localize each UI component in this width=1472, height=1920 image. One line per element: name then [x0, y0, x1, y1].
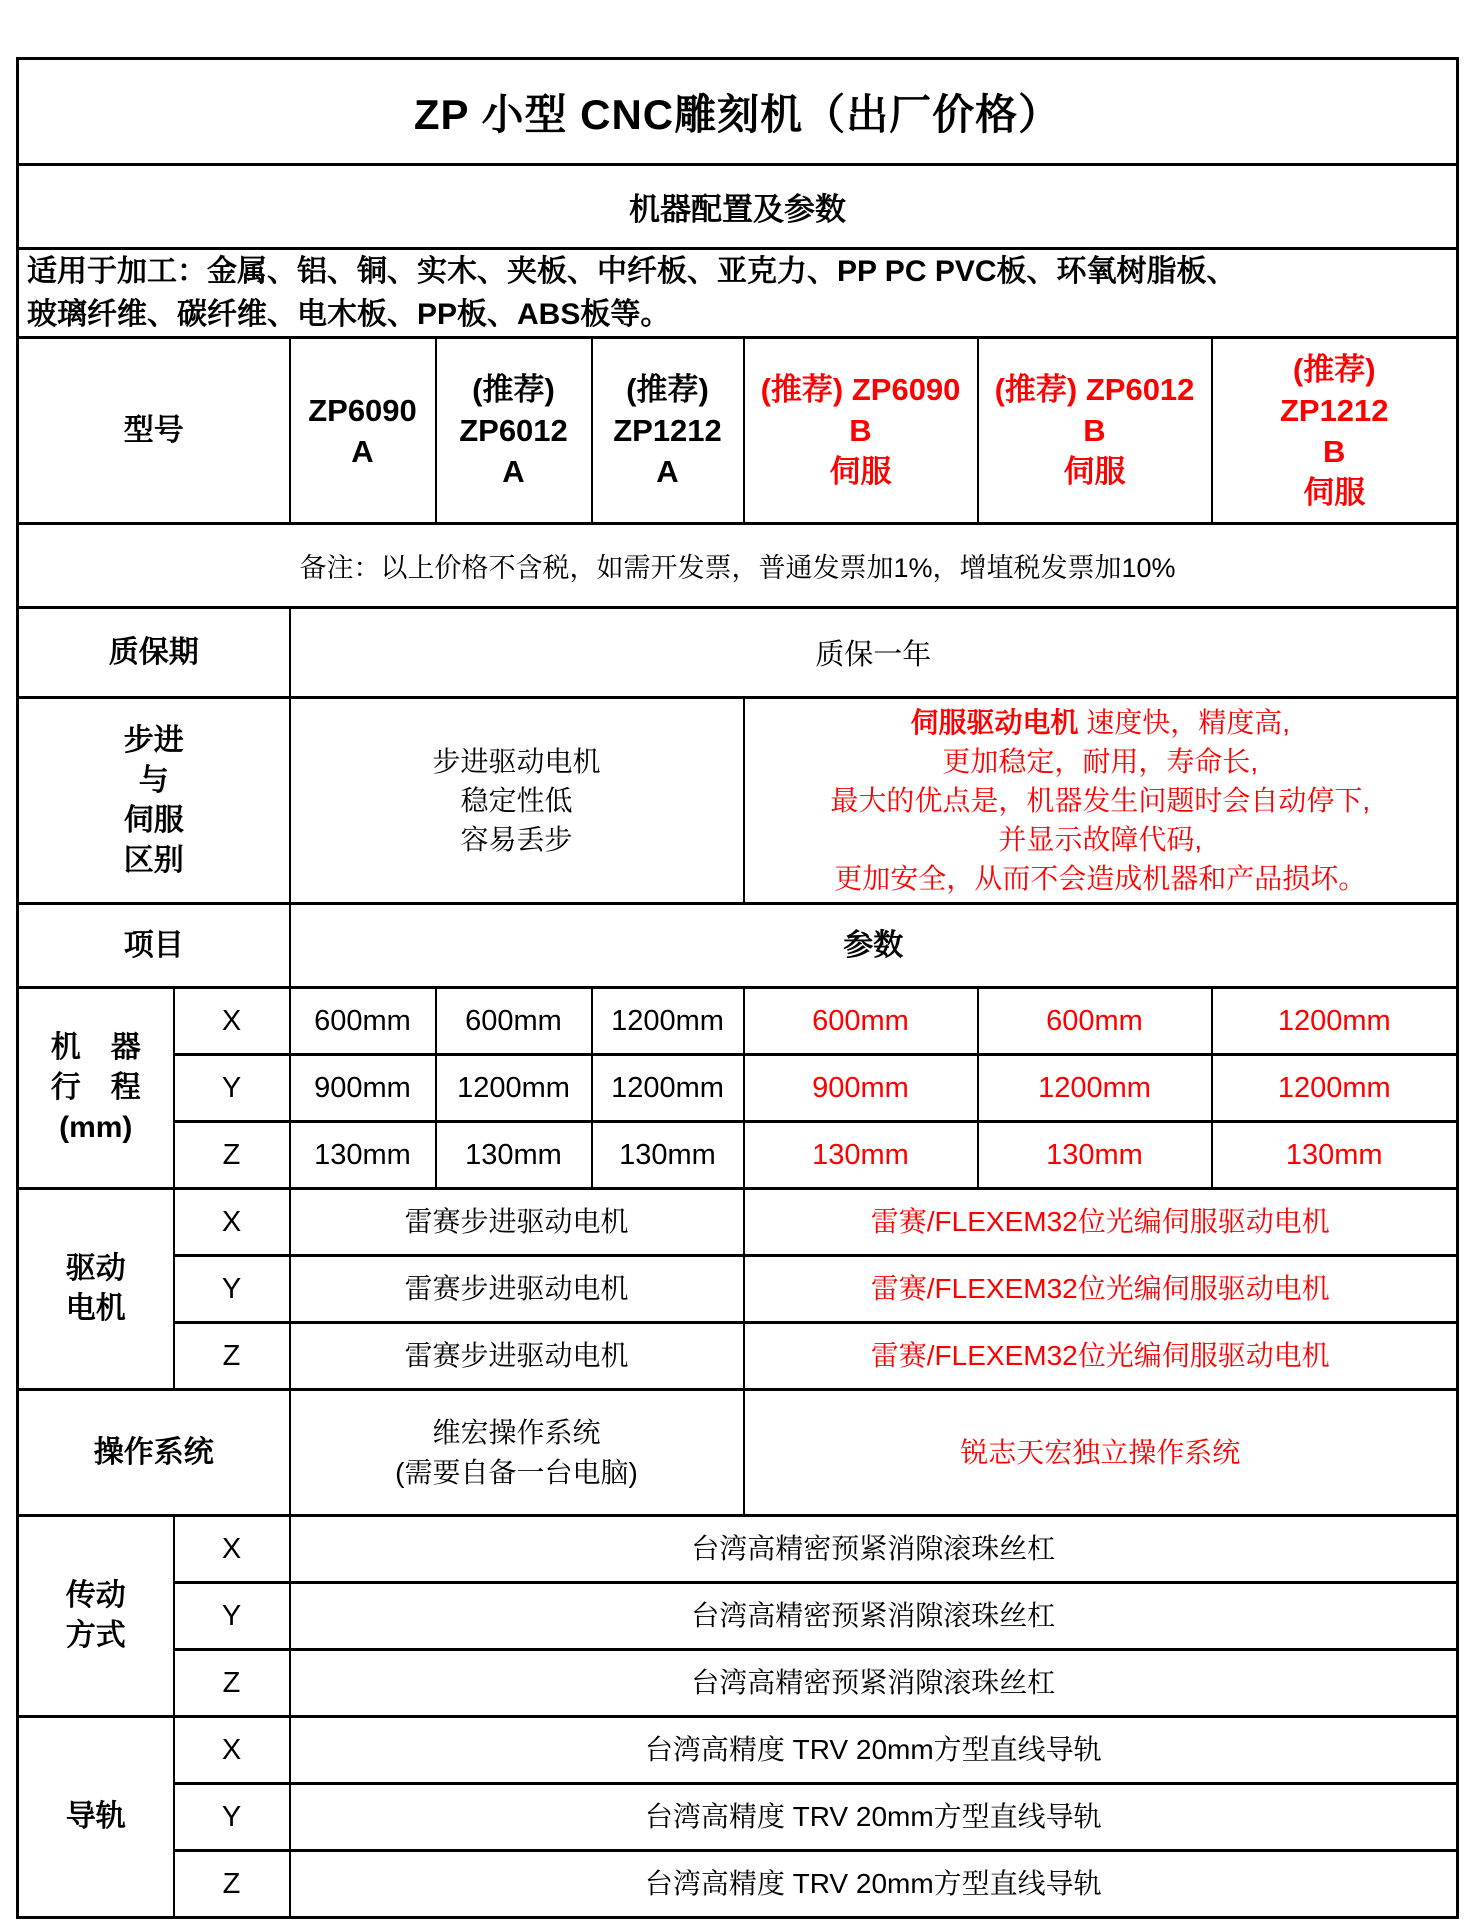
param-header-label: 项目 — [18, 904, 290, 988]
travel-label — [18, 988, 174, 1189]
label-line: 伺服 — [123, 803, 184, 837]
model-line: B — [1083, 413, 1106, 448]
model-line: (推荐) — [1292, 351, 1376, 387]
rails-value: 台湾高精度 TRV 20mm方型直线导轨 — [290, 1717, 1458, 1784]
model-zp1212a — [592, 338, 744, 524]
travel-value: 130mm — [436, 1122, 592, 1189]
stepper-note-line: 步进驱动电机 — [432, 746, 601, 777]
servo-note-line: 最大的优点是，机器发生问题时会自动停下, — [830, 785, 1371, 816]
travel-value: 130mm — [1212, 1122, 1458, 1189]
model-line: ZP1212 — [1279, 392, 1389, 428]
transmission-value: 台湾高精密预紧消隙滚珠丝杠 — [290, 1583, 1458, 1650]
servo-note-lead: 伺服驱动电机 — [910, 707, 1079, 738]
label-line: 与 — [138, 763, 169, 797]
travel-value: 130mm — [978, 1122, 1212, 1189]
os-stepper-line: 维宏操作系统 — [432, 1416, 601, 1448]
servo-note-line: 更加稳定，耐用，寿命长, — [942, 746, 1259, 777]
model-line: A — [351, 433, 374, 469]
label-line: 传动 — [65, 1579, 126, 1612]
drive-stepper: 雷赛步进驱动电机 — [290, 1256, 744, 1323]
warranty-value: 质保一年 — [290, 608, 1458, 698]
stepper-note — [290, 698, 744, 904]
os-servo: 锐志天宏独立操作系统 — [744, 1390, 1458, 1516]
travel-value: 1200mm — [592, 1055, 744, 1122]
label-line: 机 器 — [50, 1031, 141, 1064]
travel-value: 1200mm — [1212, 988, 1458, 1055]
travel-value: 1200mm — [1212, 1055, 1458, 1122]
travel-value: 130mm — [744, 1122, 978, 1189]
os-stepper — [290, 1390, 744, 1516]
servo-note-line — [749, 703, 1453, 742]
transmission-axis: Z — [174, 1650, 290, 1717]
model-line: 伺服 — [1303, 474, 1366, 510]
price-remark: 备注：以上价格不含税，如需开发票，普通发票加1%，增埴税发票加10% — [18, 524, 1458, 608]
model-line: 伺服 — [829, 454, 892, 489]
section-subtitle: 机器配置及参数 — [18, 165, 1458, 249]
model-line: (推荐) — [626, 372, 709, 407]
travel-value: 130mm — [592, 1122, 744, 1189]
model-line: (推荐) ZP6090 — [760, 372, 961, 407]
model-line: 伺服 — [1063, 454, 1126, 489]
travel-value: 130mm — [290, 1122, 436, 1189]
drive-servo: 雷赛/FLEXEM32位光编伺服驱动电机 — [744, 1323, 1458, 1390]
model-zp6090b-servo — [744, 338, 978, 524]
drive-label — [18, 1189, 174, 1390]
spec-table — [16, 57, 1459, 1919]
travel-value: 600mm — [744, 988, 978, 1055]
travel-value: 900mm — [744, 1055, 978, 1122]
label-line: 方式 — [65, 1619, 126, 1652]
transmission-value: 台湾高精密预紧消隙滚珠丝杠 — [290, 1650, 1458, 1717]
transmission-axis: X — [174, 1516, 290, 1583]
drive-axis: Y — [174, 1256, 290, 1323]
model-row-label: 型号 — [18, 338, 290, 524]
servo-note — [744, 698, 1458, 904]
materials-line: 玻璃纤维、碳纤维、电木板、PP板、ABS板等。 — [27, 298, 671, 331]
rails-value: 台湾高精度 TRV 20mm方型直线导轨 — [290, 1851, 1458, 1918]
os-stepper-line: (需要自备一台电脑) — [395, 1456, 638, 1488]
rails-axis: X — [174, 1717, 290, 1784]
model-line: B — [849, 413, 872, 448]
os-label: 操作系统 — [18, 1390, 290, 1516]
materials-cell — [18, 249, 1458, 338]
rails-axis: Z — [174, 1851, 290, 1918]
drive-axis: Z — [174, 1323, 290, 1390]
label-line: 区别 — [123, 843, 184, 877]
transmission-axis: Y — [174, 1583, 290, 1650]
label-line: 步进 — [123, 723, 184, 757]
rails-value: 台湾高精度 TRV 20mm方型直线导轨 — [290, 1784, 1458, 1851]
warranty-label: 质保期 — [18, 608, 290, 698]
param-header-value: 参数 — [290, 904, 1458, 988]
stepper-note-line: 稳定性低 — [460, 785, 573, 816]
label-line: 电机 — [65, 1292, 126, 1325]
model-zp1212b-servo — [1212, 338, 1458, 524]
rails-label: 导轨 — [18, 1717, 174, 1918]
travel-value: 600mm — [436, 988, 592, 1055]
label-line: 行 程 — [50, 1071, 141, 1104]
travel-axis: Y — [174, 1055, 290, 1122]
model-line: ZP6012 — [459, 413, 568, 448]
motor-compare-label — [18, 698, 290, 904]
model-line: B — [1323, 433, 1346, 469]
travel-value: 600mm — [290, 988, 436, 1055]
transmission-value: 台湾高精密预紧消隙滚珠丝杠 — [290, 1516, 1458, 1583]
servo-note-line: 更加安全，从而不会造成机器和产品损坏。 — [834, 863, 1367, 894]
drive-servo: 雷赛/FLEXEM32位光编伺服驱动电机 — [744, 1189, 1458, 1256]
model-line: ZP6090 — [308, 392, 417, 428]
travel-value: 600mm — [978, 988, 1212, 1055]
model-line: A — [502, 454, 525, 489]
model-zp6012a — [436, 338, 592, 524]
drive-stepper: 雷赛步进驱动电机 — [290, 1323, 744, 1390]
travel-axis: X — [174, 988, 290, 1055]
model-line: A — [656, 454, 679, 489]
model-line: (推荐) — [472, 372, 555, 407]
servo-note-rest: 速度快，精度高, — [1078, 707, 1291, 738]
model-zp6012b-servo — [978, 338, 1212, 524]
drive-servo: 雷赛/FLEXEM32位光编伺服驱动电机 — [744, 1256, 1458, 1323]
label-line: 驱动 — [65, 1252, 126, 1285]
model-zp6090a — [290, 338, 436, 524]
transmission-label — [18, 1516, 174, 1717]
label-line: (mm) — [59, 1111, 133, 1144]
materials-line: 适用于加工：金属、铝、铜、实木、夹板、中纤板、亚克力、PP PC PVC板、环氧树脂板、 — [27, 255, 1237, 288]
drive-axis: X — [174, 1189, 290, 1256]
servo-note-line: 并显示故障代码, — [998, 824, 1203, 855]
rails-axis: Y — [174, 1784, 290, 1851]
travel-value: 900mm — [290, 1055, 436, 1122]
stepper-note-line: 容易丢步 — [460, 824, 573, 855]
travel-value: 1200mm — [978, 1055, 1212, 1122]
travel-axis: Z — [174, 1122, 290, 1189]
model-line: (推荐) ZP6012 — [994, 372, 1195, 407]
page-title: ZP 小型 CNC雕刻机（出厂价格） — [18, 59, 1458, 165]
travel-value: 1200mm — [436, 1055, 592, 1122]
model-line: ZP1212 — [613, 413, 722, 448]
drive-stepper: 雷赛步进驱动电机 — [290, 1189, 744, 1256]
travel-value: 1200mm — [592, 988, 744, 1055]
